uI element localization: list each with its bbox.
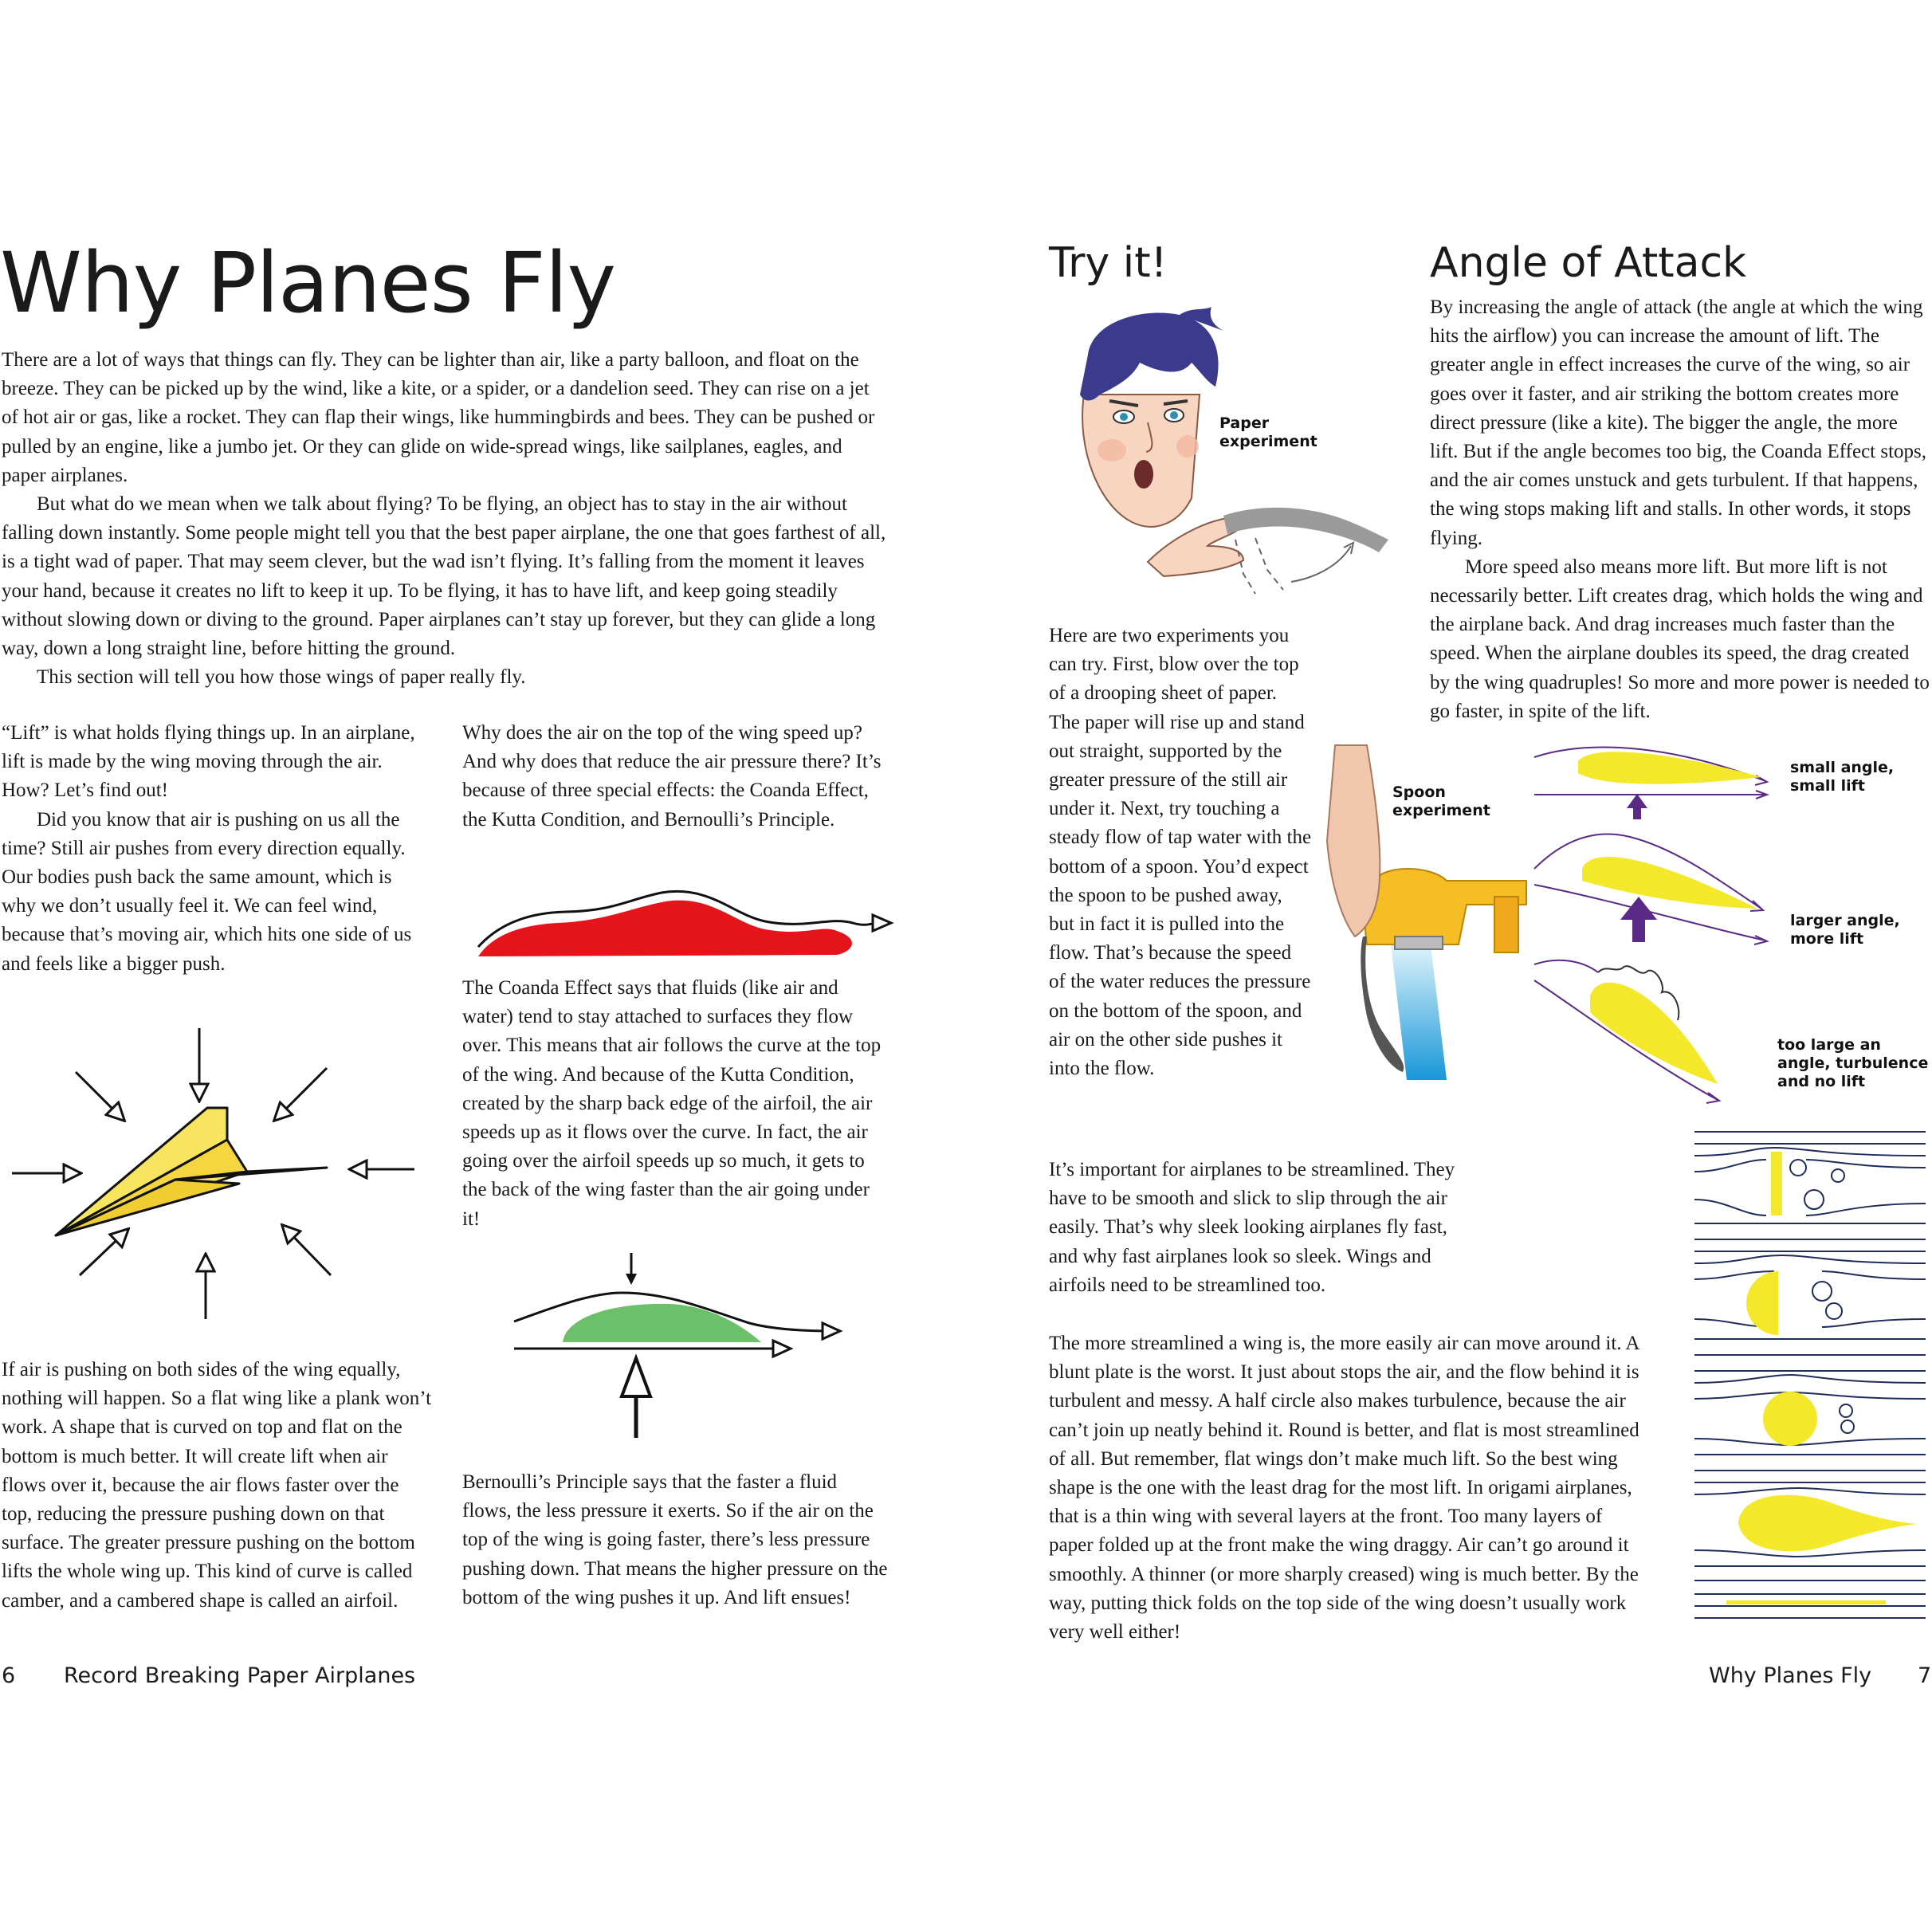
angle-of-attack-heading: Angle of Attack (1430, 239, 1747, 287)
page-number-right: 7 (1918, 1663, 1932, 1688)
bernoulli-paragraph: Bernoulli’s Principle says that the faster a fluid flows, the less pressure it exerts. So if the air on the top of the wing is going faster, there’s less pressure pushing down. That means the higher pressure on the bottom of the wing pushes it up. And lift ensues! (462, 1471, 888, 1608)
paper-plane-pressure-illustration (0, 1020, 430, 1331)
lift-paragraph: Did you know that air is pushing on us all the time? Still air pushes from every direction equally. Our bodies push back the same amount, which is why we don’t usually feel it. We can feel wind, because that’s moving air, which hits one side of us and feels like a bigger push. (2, 808, 412, 975)
page-title: Why Planes Fly (0, 234, 616, 332)
page-number-left: 6 (2, 1663, 16, 1688)
too-large-angle-diagram (1534, 960, 1719, 1103)
green-airfoil (563, 1304, 761, 1342)
streamlined-text (1049, 1156, 1479, 1300)
streamlined-paragraph: It’s important for airplanes to be streamlined. They have to be smooth and slick to slip through the air easily. That’s why sleek looking airplanes fly fast, and why fast airplanes look so sleek. Wings and airfoils need to be streamlined too. (1049, 1159, 1455, 1296)
flat-plate-shape (1771, 1152, 1782, 1215)
streamlining-flow-diagrams (1694, 1128, 1932, 1622)
bernoulli-text (462, 1468, 889, 1612)
intro-text (2, 346, 886, 692)
paper-experiment-label: Paper experiment (1219, 414, 1317, 450)
teardrop-shape (1738, 1495, 1918, 1552)
speed-question-paragraph: Why does the air on the top of the wing speed up? And why does that reduce the air pressure there? It’s because of three special effects: the Coanda Effect, the Kutta Condition, and Bernoulli’s Principle. (462, 722, 882, 831)
hand-icon (1327, 745, 1380, 937)
too-large-angle-label: too large an angle, turbulence and no lift (1777, 1036, 1929, 1090)
paper-experiment-illustration (1044, 307, 1395, 602)
small-angle-label: small angle, small lift (1790, 759, 1895, 795)
camber-text (2, 1356, 432, 1616)
angle-of-attack-diagrams (1534, 741, 1773, 1124)
intro-paragraph: But what do we mean when we talk about flying? To be flying, an object has to stay in the air without falling down instantly. Some people might tell you that the best paper airplane, the one that goes farthest of all, is a tight wad of paper. That may seem clever, but the wad isn’t flying. It’s falling from the moment it leaves your hand, because it creates no lift to keep it up. To be flying, it has to have lift, and keep going steadily without slowing down or diving to the ground. Paper airplanes can’t stay up forever, but they can glide a long way, down a long straight line, before hitting the ground. (2, 493, 886, 660)
paper-plane-icon (56, 1108, 327, 1235)
running-head-right: Why Planes Fly (1709, 1663, 1872, 1688)
speed-question-text (462, 719, 889, 834)
airflow-arrowhead (873, 915, 891, 931)
intro-paragraph: There are a lot of ways that things can fly. They can be lighter than air, like a party balloon, and float on the breeze. They can be picked up by the wind, like a kite, or a spider, or a dandelion seed. They can rise on a jet of hot air or gas, like a rocket. They can flap their wings, like hummingbirds and bees. They can be pushed or pulled by an engine, like a jumbo jet. Or they can glide on wide-spread wings, like sailplanes, eagles, and paper airplanes. (2, 349, 875, 486)
larger-angle-diagram (1534, 834, 1767, 944)
camber-paragraph: If air is pushing on both sides of the wing equally, nothing will happen. So a flat wing like a plank won’t work. A shape that is curved on top and flat on the bottom is much better. It will create lift when air flows over it, because the air flows faster over the top, reducing the pressure pushing down on that surface. The greater pressure pushing on the bottom lifts the whole wing up. This kind of curve is called camber, and a cambered shape is called an airfoil. (2, 1359, 432, 1612)
coanda-text (462, 974, 889, 1234)
intro-paragraph: This section will tell you how those wings of paper really fly. (37, 666, 526, 689)
try-it-text (1049, 622, 1312, 1083)
boy-face-icon (1080, 307, 1223, 527)
spoon-experiment-label: Spoon experiment (1392, 783, 1490, 819)
angle-paragraph: By increasing the angle of attack (the angle at which the wing hits the airflow) you can increase the amount of lift. The greater angle in effect increases the curve of the wing, so air goes over it faster, and air striking the bottom creates more direct pressure (like a kite). The bigger the angle, the more lift. But if the angle becomes too big, the Coanda Effect stops, and the air comes unstuck and gets turbulent. If that happens, the wing stops making lift and stalls. In other words, it stops flying. (1430, 296, 1927, 549)
angle-paragraph: More speed also means more lift. But more lift is not necessarily better. Lift creates drag, which holds the wing and the airplane back. And drag increases much faster than the speed. When the airplane doubles its speed, the drag created by the wing quadruples! So more and more power is needed to go faster, in spite of the lift. (1430, 556, 1930, 722)
coanda-airfoil-diagram (470, 885, 893, 964)
lift-text (2, 719, 424, 979)
red-airfoil (478, 901, 852, 956)
coanda-paragraph: The Coanda Effect says that fluids (like air and water) tend to stay attached to surfaces they flow over. This means that air follows the curve at the top of the wing. And because of the Kutta Condition, created by the sharp back edge of the airfoil, the air speeds up as it flows over the curve. In fact, the air going over the airfoil speeds up so much, it gets to the back of the wing faster than the air going under it! (462, 977, 882, 1230)
lift-paragraph: “Lift” is what holds flying things up. In an airplane, lift is made by the wing moving through the air. How? Let’s find out! (2, 722, 415, 802)
streamlined-paragraph: The more streamlined a wing is, the more easily air can move around it. A blunt plate is the worst. It just about stops the air, and the flow behind it is turbulent and messy. A half circle also makes turbulence, because the air can’t join up neatly behind it. Round is better, and flat is most streamlined of all. But remember, flat wings don’t make much lift. So the best wing shape is the one with the least drag for the most lift. In origami airplanes, that is a thin wing with several layers at the front. Too many layers of paper folded up at the front make the wing draggy. Air can’t go around it smoothly. A thinner (or more sharply creased) wing is much better. By the way, putting thick folds on the top side of the wing doesn’t usually work very well either! (1049, 1333, 1639, 1643)
try-it-heading: Try it! (1049, 239, 1168, 287)
try-it-paragraph: Here are two experiments you can try. First, blow over the top of a drooping sheet of paper. The paper will rise up and stand out straight, supported by the greater pressure of the still air under it. Next, try touching a steady flow of tap water with the bottom of a spoon. You’d expect the spoon to be pushed away, but in fact it is pulled into the flow. That’s because the speed of the water reduces the pressure on the bottom of the spoon, and air on the other side pushes it into the flow. (1049, 625, 1312, 1080)
bernoulli-airfoil-diagram (510, 1253, 853, 1444)
running-head-left: Record Breaking Paper Airplanes (64, 1663, 416, 1688)
round-shape (1763, 1392, 1817, 1446)
flat-line-shape (1726, 1600, 1886, 1604)
angle-of-attack-text (1430, 293, 1930, 726)
hand-paper-icon (1148, 508, 1388, 594)
streamlined-text-2 (1049, 1329, 1647, 1647)
yellow-airfoil (1578, 752, 1761, 783)
larger-angle-label: larger angle, more lift (1790, 912, 1900, 948)
small-angle-diagram (1534, 748, 1767, 819)
